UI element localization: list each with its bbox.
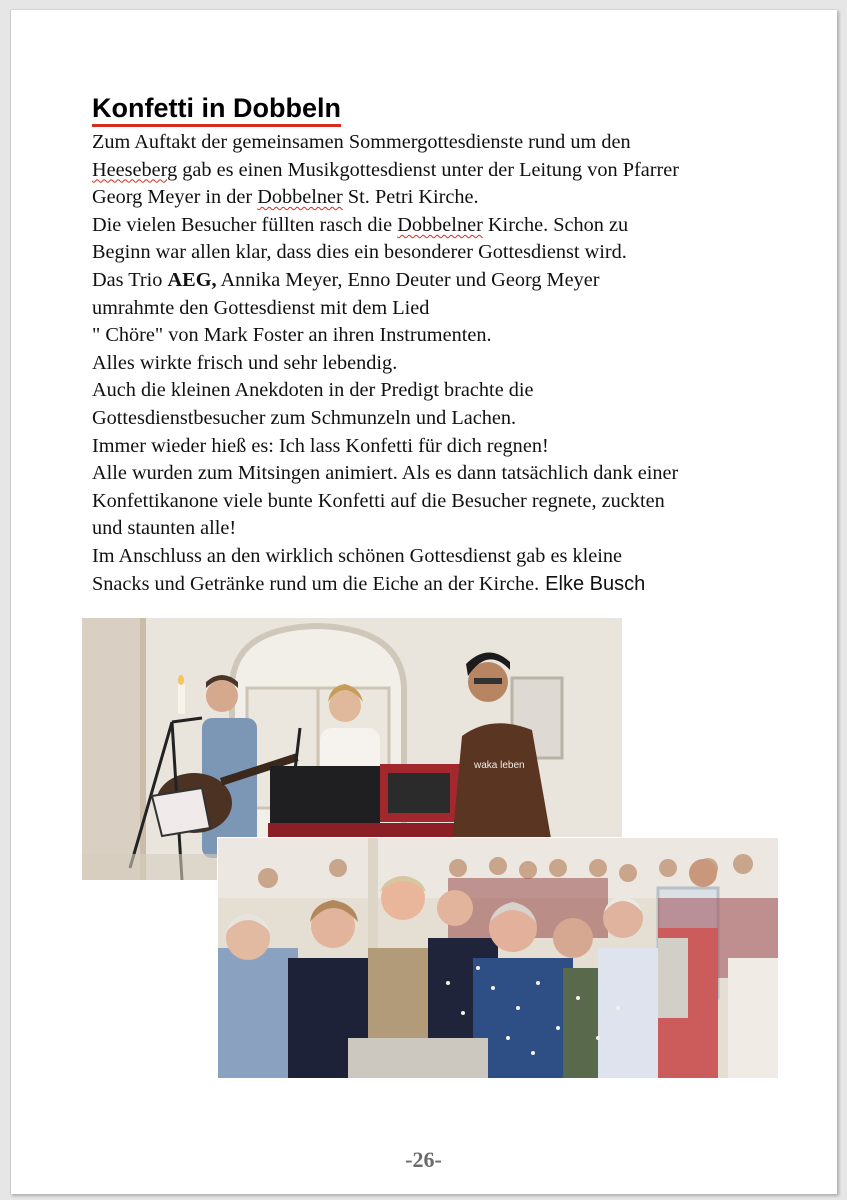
trio-name: AEG, <box>167 268 217 291</box>
article-line <box>92 488 812 516</box>
congregation-photo <box>218 838 778 1078</box>
text-run: Immer wieder hieß es: Ich lass Konfetti für dich regnen! <box>92 434 549 457</box>
text-run: Kirche. Schon zu <box>482 213 629 236</box>
text-run: und staunten alle! <box>92 517 237 540</box>
spellcheck-word: Heeseberg <box>92 158 178 181</box>
text-run: Zum Auftakt der gemeinsamen Sommergottesdienste rund um den <box>92 131 631 153</box>
article-line <box>92 433 812 461</box>
text-run: Auch die kleinen Anekdoten in der Predigt brachte die <box>92 379 534 402</box>
article-line <box>92 157 812 185</box>
text-run: " Chöre" von Mark Foster an ihren Instrumenten. <box>92 324 492 347</box>
text-run: Snacks und Getränke rund um die Eiche an der Kirche. <box>92 572 540 595</box>
spellcheck-word: Dobbelner <box>257 186 343 209</box>
article-line <box>92 184 812 212</box>
shirt-print: waka leben <box>474 760 525 771</box>
article-line <box>92 350 812 378</box>
article-line <box>92 322 812 350</box>
article-line <box>92 460 812 488</box>
article-line <box>92 543 812 571</box>
text-run: Georg Meyer in der <box>92 186 258 209</box>
text-run: Gottesdienstbesucher zum Schmunzeln und Lachen. <box>92 406 517 429</box>
article-body <box>92 129 812 598</box>
article-line <box>92 239 812 267</box>
article-line <box>92 571 812 599</box>
text-run: Im Anschluss an den wirklich schönen Gottesdienst gab es kleine <box>92 544 623 567</box>
text-run: Konfettikanone viele bunte Konfetti auf die Besucher regnete, zuckten <box>92 489 665 512</box>
article-title: Konfetti in Dobbeln <box>92 92 341 127</box>
article-line <box>92 295 812 323</box>
article-line <box>92 405 812 433</box>
text-run: Annika Meyer, Enno Deuter und Georg Meyer <box>216 268 600 291</box>
text-run: St. Petri Kirche. <box>342 186 479 209</box>
text-run: Das Trio <box>92 268 168 291</box>
spellcheck-word: Dobbelner <box>397 213 483 236</box>
text-run: Alle wurden zum Mitsingen animiert. Als es dann tatsächlich dank einer <box>92 462 679 485</box>
article-line <box>92 515 812 543</box>
article-line <box>92 212 812 240</box>
text-run: Die vielen Besucher füllten rasch die <box>92 213 398 236</box>
article-line <box>92 377 812 405</box>
text-run: Beginn war allen klar, dass dies ein besonderer Gottesdienst wird. <box>92 241 627 264</box>
article-line <box>92 129 812 157</box>
author-name: Elke Busch <box>545 572 646 595</box>
page-number: -26- <box>405 1147 442 1172</box>
congregation-photo-illustration <box>218 838 778 1078</box>
text-run: umrahmte den Gottesdienst mit dem Lied <box>92 296 430 319</box>
article-line <box>92 267 812 295</box>
text-run: gab es einen Musikgottesdienst unter der Leitung von Pfarrer <box>177 158 680 181</box>
text-run: Alles wirkte frisch und sehr lebendig. <box>92 351 398 374</box>
